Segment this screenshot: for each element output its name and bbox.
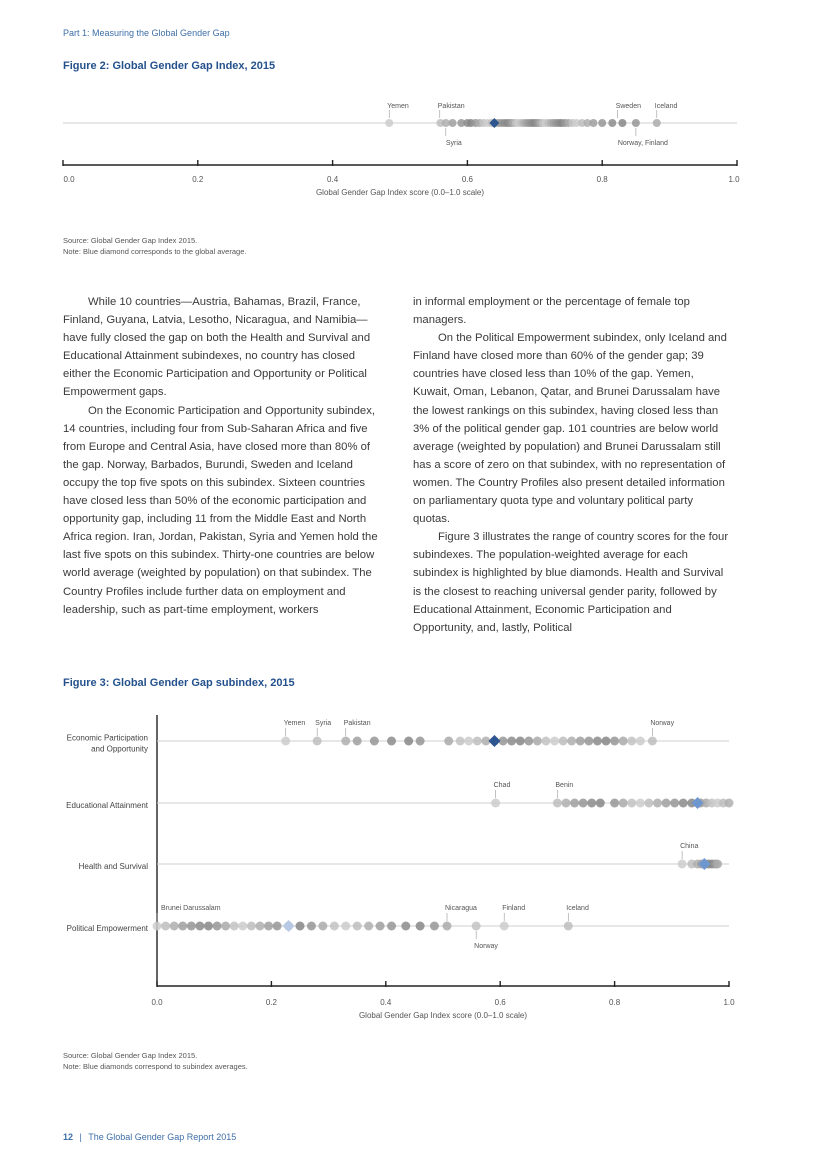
data-point bbox=[318, 922, 327, 931]
x-tick-label: 0.2 bbox=[265, 998, 277, 1007]
data-point bbox=[170, 922, 179, 931]
data-point bbox=[313, 737, 322, 746]
x-tick-label: 0.6 bbox=[494, 998, 506, 1007]
data-point bbox=[559, 737, 568, 746]
data-point bbox=[449, 119, 457, 127]
data-point bbox=[247, 922, 256, 931]
country-label: Norway bbox=[650, 720, 675, 727]
country-label: Nicaragua bbox=[445, 905, 477, 912]
data-point bbox=[662, 799, 671, 808]
row-label: and Opportunity bbox=[91, 744, 148, 754]
data-point bbox=[195, 922, 204, 931]
data-point bbox=[576, 737, 585, 746]
figure-3-source-note bbox=[63, 1050, 248, 1072]
figure-3-title: Figure 3: Global Gender Gap subindex, 2015 bbox=[63, 677, 295, 689]
data-point bbox=[533, 737, 542, 746]
data-point bbox=[598, 119, 606, 127]
figure-3-chart bbox=[0, 705, 827, 1035]
data-point bbox=[187, 922, 196, 931]
row-label: Political Empowerment bbox=[66, 924, 148, 933]
data-point bbox=[589, 119, 597, 127]
data-point bbox=[596, 799, 605, 808]
data-point bbox=[579, 799, 588, 808]
data-point bbox=[404, 737, 413, 746]
data-point bbox=[430, 922, 439, 931]
data-point bbox=[627, 737, 636, 746]
running-header: Part 1: Measuring the Global Gender Gap bbox=[63, 28, 230, 38]
figure-2-title: Figure 2: Global Gender Gap Index, 2015 bbox=[63, 60, 276, 72]
x-tick-label: 0.0 bbox=[63, 175, 75, 184]
data-point bbox=[416, 922, 425, 931]
body-paragraph: in informal employment or the percentage of female top managers. bbox=[413, 296, 690, 327]
data-point bbox=[416, 737, 425, 746]
x-axis-label: Global Gender Gap Index score (0.0–1.0 scale) bbox=[315, 188, 485, 197]
data-point bbox=[281, 737, 290, 746]
data-point bbox=[364, 922, 373, 931]
data-point bbox=[387, 922, 396, 931]
data-point bbox=[307, 922, 316, 931]
data-point bbox=[653, 799, 662, 808]
data-point bbox=[564, 922, 573, 931]
data-point bbox=[161, 922, 170, 931]
page-number: 12 bbox=[63, 1132, 74, 1142]
data-point bbox=[679, 799, 688, 808]
figure-3-note: Note: Blue diamonds correspond to subindex averages. bbox=[63, 1062, 248, 1071]
body-paragraph: On the Economic Participation and Opportunity subindex, 14 countries, including four from Sub-Saharan Africa and five from Europe and Central Asia, have closed more than 80% of the gap. Norway, Barbados, Burundi, Sweden and Iceland occupy the top five spots on this subindex. Sixteen countries have closed less than 50% of the economic participation and opportunity gap, including 11 from the Middle East and North Africa region. Iran, Jordan, Pakistan, Syria and Yemen hold the last five spots on this subindex. Thirty-one countries are below world average (weighted by population) on that subindex. The Country Profiles include further data on employment and leadership, such as part-time employment, workers bbox=[63, 404, 378, 616]
data-point bbox=[376, 922, 385, 931]
data-point bbox=[561, 799, 570, 808]
data-point bbox=[653, 119, 661, 127]
data-point bbox=[610, 737, 619, 746]
country-label: Yemen bbox=[387, 103, 409, 110]
data-point bbox=[370, 737, 379, 746]
country-label: Pakistan bbox=[343, 720, 371, 727]
data-point bbox=[341, 922, 350, 931]
x-tick-label: 1.0 bbox=[723, 998, 735, 1007]
data-point bbox=[593, 737, 602, 746]
data-point bbox=[473, 737, 482, 746]
country-label: Sweden bbox=[615, 103, 641, 110]
footer-separator: | bbox=[79, 1132, 82, 1142]
body-paragraph: On the Political Empowerment subindex, only Iceland and Finland have closed more than 60% of the gender gap; 39 countries have closed less than 10% of the gap. Yemen, Kuwait, Oman, Lebanon, Qatar, and Brunei Darussalam have the lowest rankings on this subindex, having closed less than 3% of the political gender gap. 101 countries are below world average (weighted by population) and Brunei Darussalam still has a score of zero on that subindex, with no representation of women. The Country Profiles also present detailed information on parliamentary quota type and voluntary political party quotas. bbox=[413, 332, 727, 526]
data-point bbox=[516, 737, 525, 746]
data-point bbox=[385, 119, 393, 127]
data-point bbox=[567, 737, 576, 746]
data-point bbox=[587, 799, 596, 808]
data-point bbox=[584, 737, 593, 746]
row-label: Health and Survival bbox=[78, 862, 148, 871]
data-point bbox=[619, 737, 628, 746]
data-point bbox=[541, 737, 550, 746]
data-point bbox=[648, 737, 657, 746]
country-label: Finland bbox=[502, 905, 526, 912]
body-column-left bbox=[63, 293, 381, 619]
x-tick-label: 0.6 bbox=[461, 175, 473, 184]
country-label: Syria bbox=[315, 720, 332, 727]
data-point bbox=[602, 737, 611, 746]
data-point bbox=[178, 922, 187, 931]
data-point bbox=[725, 799, 734, 808]
data-point bbox=[553, 799, 562, 808]
data-point bbox=[464, 737, 473, 746]
data-point bbox=[678, 860, 687, 869]
data-point bbox=[353, 737, 362, 746]
data-point bbox=[550, 737, 559, 746]
country-label: Benin bbox=[555, 782, 574, 789]
average-diamond bbox=[488, 735, 500, 747]
data-point bbox=[524, 737, 533, 746]
data-point bbox=[670, 799, 679, 808]
figure-2-chart bbox=[0, 90, 827, 210]
x-tick-label: 0.4 bbox=[380, 998, 392, 1007]
country-label: Pakistan bbox=[437, 103, 465, 110]
data-point bbox=[507, 737, 516, 746]
data-point bbox=[610, 799, 619, 808]
data-point bbox=[713, 860, 722, 869]
x-tick-label: 0.8 bbox=[596, 175, 608, 184]
data-point bbox=[387, 737, 396, 746]
row-label: Economic Participation bbox=[66, 733, 148, 743]
data-point bbox=[273, 922, 282, 931]
x-tick-label: 0.8 bbox=[609, 998, 621, 1007]
figure-2-note: Note: Blue diamond corresponds to the global average. bbox=[63, 247, 247, 256]
data-point bbox=[230, 922, 239, 931]
data-point bbox=[238, 922, 247, 931]
x-tick-label: 0.2 bbox=[192, 175, 204, 184]
data-point bbox=[644, 799, 653, 808]
body-paragraph: Figure 3 illustrates the range of country scores for the four subindexes. The population-weighted average for each subindex is highlighted by blue diamonds. Health and Survival is the closest to reaching universal gender parity, followed by Educational Attainment, Economic Participation and Opportunity, and, lastly, Political bbox=[413, 531, 729, 634]
data-point bbox=[472, 922, 481, 931]
data-point bbox=[296, 922, 305, 931]
data-point bbox=[341, 737, 350, 746]
data-point bbox=[444, 737, 453, 746]
figure-2-source-note bbox=[63, 235, 246, 257]
country-label: Iceland bbox=[566, 905, 589, 912]
body-column-right bbox=[413, 293, 731, 637]
country-label: China bbox=[680, 843, 699, 850]
data-point bbox=[500, 922, 509, 931]
body-paragraph: While 10 countries—Austria, Bahamas, Brazil, France, Finland, Guyana, Latvia, Lesotho, Nicaragua, and Namibia—have fully closed the gap on both the Health and Survival and Educational Attainment subindexes, no country has closed either the Economic Participation and Opportunity or Political Empowerment gaps. bbox=[63, 296, 371, 399]
data-point bbox=[213, 922, 222, 931]
figure-3-source: Source: Global Gender Gap Index 2015. bbox=[63, 1051, 198, 1060]
data-point bbox=[330, 922, 339, 931]
page-footer bbox=[63, 1132, 236, 1142]
data-point bbox=[636, 737, 645, 746]
country-label: Iceland bbox=[654, 103, 678, 110]
x-axis-label: Global Gender Gap Index score (0.0–1.0 scale) bbox=[358, 1011, 528, 1020]
row-label: Educational Attainment bbox=[66, 801, 148, 810]
data-point bbox=[221, 922, 230, 931]
data-point bbox=[204, 922, 213, 931]
country-label: Chad bbox=[493, 782, 511, 789]
data-point bbox=[255, 922, 264, 931]
x-tick-label: 0.0 bbox=[151, 998, 163, 1007]
average-diamond bbox=[283, 920, 295, 932]
country-label: Brunei Darussalam bbox=[161, 905, 221, 912]
figure-2-source: Source: Global Gender Gap Index 2015. bbox=[63, 236, 198, 245]
data-point bbox=[401, 922, 410, 931]
data-point bbox=[264, 922, 273, 931]
data-point bbox=[619, 799, 628, 808]
data-point bbox=[632, 119, 640, 127]
country-label: Syria bbox=[445, 140, 462, 147]
data-point bbox=[608, 119, 616, 127]
footer-report-title: The Global Gender Gap Report 2015 bbox=[88, 1132, 237, 1142]
data-point bbox=[491, 799, 500, 808]
data-point bbox=[153, 922, 162, 931]
country-label: Yemen bbox=[283, 720, 306, 727]
data-point bbox=[443, 922, 452, 931]
data-point bbox=[456, 737, 465, 746]
country-label: Norway, Finland bbox=[617, 140, 668, 147]
x-tick-label: 1.0 bbox=[728, 175, 740, 184]
x-tick-label: 0.4 bbox=[327, 175, 339, 184]
data-point bbox=[627, 799, 636, 808]
data-point bbox=[353, 922, 362, 931]
data-point bbox=[570, 799, 579, 808]
data-point bbox=[636, 799, 645, 808]
data-point bbox=[618, 119, 626, 127]
country-label: Norway bbox=[474, 943, 498, 950]
